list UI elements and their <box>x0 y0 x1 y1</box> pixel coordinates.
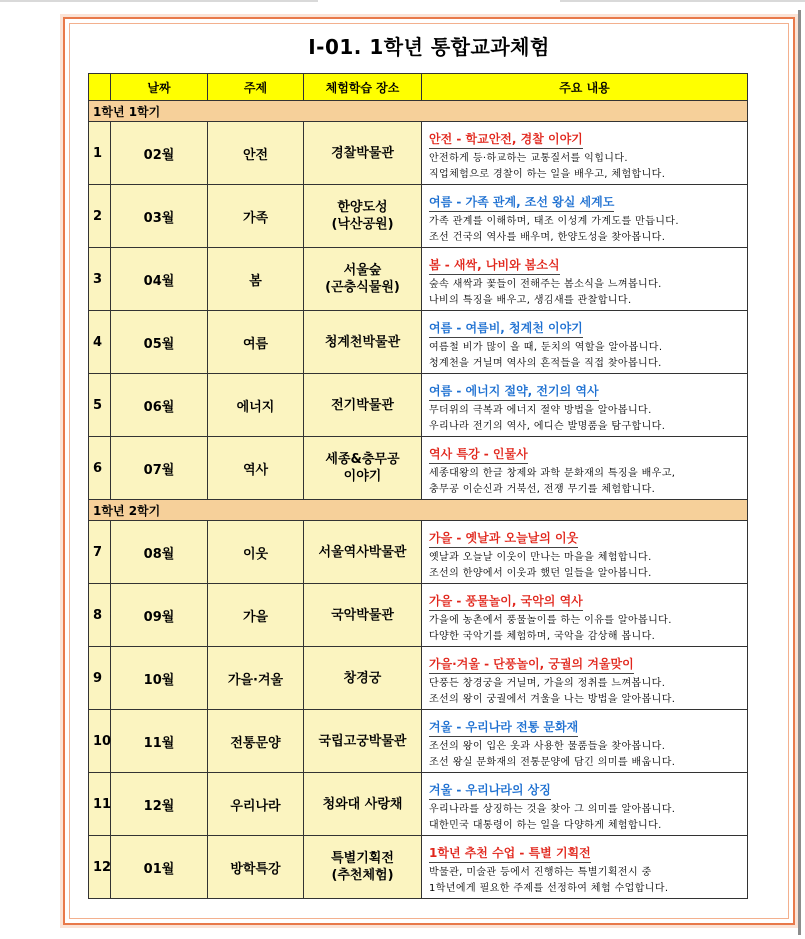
place-line: (추천체험) <box>331 868 394 883</box>
table-row <box>89 584 748 647</box>
row-number: 8 <box>89 584 111 647</box>
detail-line: 조선의 한양에서 이웃과 했던 일들을 알아봅니다. <box>429 568 652 579</box>
semester-row <box>89 101 748 122</box>
row-topic: 방학특강 <box>208 836 304 899</box>
row-detail <box>422 311 748 374</box>
table-row <box>89 437 748 500</box>
table-row <box>89 710 748 773</box>
place-line: 경찰박물관 <box>331 145 394 161</box>
row-detail <box>422 374 748 437</box>
table-row <box>89 185 748 248</box>
table-row <box>89 374 748 437</box>
row-month: 02월 <box>111 122 208 185</box>
row-topic: 여름 <box>208 311 304 374</box>
table-row <box>89 248 748 311</box>
detail-headline: 1학년 추천 수업 - 특별 기획전 <box>429 844 591 863</box>
row-place <box>304 185 422 248</box>
semester-label: 1학년 2학기 <box>89 500 748 521</box>
row-detail <box>422 248 748 311</box>
row-month: 11월 <box>111 710 208 773</box>
row-number: 1 <box>89 122 111 185</box>
row-place <box>304 773 422 836</box>
row-number: 4 <box>89 311 111 374</box>
header-no <box>89 74 111 101</box>
detail-line: 우리나라 전기의 역사, 에디슨 발명품을 탐구합니다. <box>429 421 666 432</box>
detail-line: 박물관, 미술관 등에서 진행하는 특별기획전시 중 <box>429 867 652 878</box>
table-row <box>89 521 748 584</box>
row-number: 7 <box>89 521 111 584</box>
row-topic: 안전 <box>208 122 304 185</box>
place-line: 특별기획전 <box>331 851 394 866</box>
place-line: 청와대 사랑채 <box>322 796 403 812</box>
row-detail <box>422 437 748 500</box>
row-topic: 에너지 <box>208 374 304 437</box>
detail-line: 조선 건국의 역사를 배우며, 한양도성을 찾아봅니다. <box>429 232 666 243</box>
schedule-table <box>88 73 748 899</box>
detail-headline: 가을 - 풍물놀이, 국악의 역사 <box>429 592 583 611</box>
row-number: 12 <box>89 836 111 899</box>
row-place <box>304 521 422 584</box>
row-number: 2 <box>89 185 111 248</box>
row-detail <box>422 710 748 773</box>
row-topic: 전통문양 <box>208 710 304 773</box>
detail-line: 안전하게 등·하교하는 교통질서를 익힙니다. <box>429 153 628 164</box>
row-detail <box>422 521 748 584</box>
detail-line: 단풍든 창경궁을 거닐며, 가을의 정취를 느껴봅니다. <box>429 678 666 689</box>
table-header-row <box>89 74 748 101</box>
row-detail <box>422 836 748 899</box>
place-line: (낙산공원) <box>331 217 394 232</box>
row-month: 12월 <box>111 773 208 836</box>
top-edge <box>0 0 805 10</box>
row-number: 9 <box>89 647 111 710</box>
row-place <box>304 248 422 311</box>
detail-line: 우리나라를 상징하는 것을 찾아 그 의미를 알아봅니다. <box>429 804 676 815</box>
row-number: 3 <box>89 248 111 311</box>
detail-line: 세종대왕의 한글 창제와 과학 문화재의 특징을 배우고, <box>429 468 676 479</box>
row-place <box>304 584 422 647</box>
table-row <box>89 311 748 374</box>
detail-headline: 여름 - 여름비, 청계천 이야기 <box>429 319 583 338</box>
row-number: 6 <box>89 437 111 500</box>
row-place <box>304 836 422 899</box>
row-month: 07월 <box>111 437 208 500</box>
table-row <box>89 647 748 710</box>
row-topic: 가을·겨울 <box>208 647 304 710</box>
row-topic: 우리나라 <box>208 773 304 836</box>
row-month: 05월 <box>111 311 208 374</box>
place-line: 서울숲 <box>343 263 382 278</box>
detail-line: 가족 관계를 이해하며, 태조 이성계 가계도를 만듭니다. <box>429 216 679 227</box>
detail-headline: 여름 - 에너지 절약, 전기의 역사 <box>429 382 599 401</box>
place-line: 이야기 <box>343 469 382 484</box>
table-row <box>89 836 748 899</box>
detail-line: 옛날과 오늘날 이웃이 만나는 마을을 체험합니다. <box>429 552 652 563</box>
page-shadow <box>798 10 801 935</box>
place-line: 청계천박물관 <box>324 334 401 350</box>
semester-label: 1학년 1학기 <box>89 101 748 122</box>
detail-headline: 가을 - 옛날과 오늘날의 이웃 <box>429 529 578 548</box>
detail-line: 직업체험으로 경찰이 하는 일을 배우고, 체험합니다. <box>429 169 666 180</box>
detail-headline: 겨울 - 우리나라의 상징 <box>429 781 551 800</box>
place-line: 국립고궁박물관 <box>318 733 407 749</box>
row-month: 01월 <box>111 836 208 899</box>
row-place <box>304 710 422 773</box>
detail-line: 청계천을 거닐며 역사의 흔적들을 직접 찾아봅니다. <box>429 358 662 369</box>
header-content: 주요 내용 <box>422 74 748 101</box>
page-title: Ⅰ-01. 1학년 통합교과체험 <box>308 35 550 59</box>
row-place <box>304 437 422 500</box>
detail-line: 1학년에게 필요한 주제를 선정하여 체험 수업합니다. <box>429 883 669 894</box>
row-detail <box>422 122 748 185</box>
detail-line: 다양한 국악기를 체험하며, 국악을 감상해 봅니다. <box>429 631 656 642</box>
semester-row <box>89 500 748 521</box>
detail-line: 조선 왕실 문화재의 전통문양에 담긴 의미를 배웁니다. <box>429 757 676 768</box>
detail-line: 나비의 특징을 배우고, 생김새를 관찰합니다. <box>429 295 632 306</box>
row-detail <box>422 647 748 710</box>
row-month: 06월 <box>111 374 208 437</box>
row-topic: 역사 <box>208 437 304 500</box>
row-month: 10월 <box>111 647 208 710</box>
place-line: 한양도성 <box>337 200 388 215</box>
row-number: 10 <box>89 710 111 773</box>
row-number: 11 <box>89 773 111 836</box>
row-place <box>304 311 422 374</box>
header-place: 체험학습 장소 <box>304 74 422 101</box>
row-number: 5 <box>89 374 111 437</box>
detail-headline: 봄 - 새싹, 나비와 봄소식 <box>429 256 560 275</box>
detail-line: 대한민국 대통령이 하는 일을 다양하게 체험합니다. <box>429 820 662 831</box>
row-month: 04월 <box>111 248 208 311</box>
header-topic: 주제 <box>208 74 304 101</box>
place-line: 국악박물관 <box>331 607 394 623</box>
detail-headline: 겨울 - 우리나라 전통 문화재 <box>429 718 578 737</box>
row-place <box>304 122 422 185</box>
detail-line: 조선의 왕이 입은 옷과 사용한 물품들을 찾아봅니다. <box>429 741 666 752</box>
row-month: 08월 <box>111 521 208 584</box>
detail-line: 조선의 왕이 궁궐에서 겨울을 나는 방법을 알아봅니다. <box>429 694 676 705</box>
place-line: 전기박물관 <box>331 397 394 413</box>
place-line: 세종&충무공 <box>325 452 400 467</box>
detail-line: 충무공 이순신과 거북선, 전쟁 무기를 체험합니다. <box>429 484 656 495</box>
row-month: 09월 <box>111 584 208 647</box>
row-month: 03월 <box>111 185 208 248</box>
detail-headline: 안전 - 학교안전, 경찰 이야기 <box>429 130 583 149</box>
detail-headline: 가을·겨울 - 단풍놀이, 궁궐의 겨울맞이 <box>429 655 634 674</box>
table-row <box>89 122 748 185</box>
row-place <box>304 647 422 710</box>
detail-line: 무더위의 극복과 에너지 절약 방법을 알아봅니다. <box>429 405 652 416</box>
place-line: 서울역사박물관 <box>318 544 407 560</box>
detail-headline: 역사 특강 - 인물사 <box>429 445 528 464</box>
header-date: 날짜 <box>111 74 208 101</box>
place-line: (곤충식물원) <box>325 280 400 295</box>
row-topic: 봄 <box>208 248 304 311</box>
row-place <box>304 374 422 437</box>
row-topic: 가을 <box>208 584 304 647</box>
row-detail <box>422 584 748 647</box>
row-topic: 가족 <box>208 185 304 248</box>
table-row <box>89 773 748 836</box>
row-topic: 이웃 <box>208 521 304 584</box>
place-line: 창경궁 <box>343 670 382 686</box>
row-detail <box>422 773 748 836</box>
detail-line: 여름철 비가 많이 올 때, 둔치의 역할을 알아봅니다. <box>429 342 663 353</box>
row-detail <box>422 185 748 248</box>
detail-headline: 여름 - 가족 관계, 조선 왕실 세계도 <box>429 193 614 212</box>
detail-line: 가을에 농촌에서 풍물놀이를 하는 이유를 알아봅니다. <box>429 615 672 626</box>
detail-line: 숲속 새싹과 꽃들이 전해주는 봄소식을 느껴봅니다. <box>429 279 662 290</box>
